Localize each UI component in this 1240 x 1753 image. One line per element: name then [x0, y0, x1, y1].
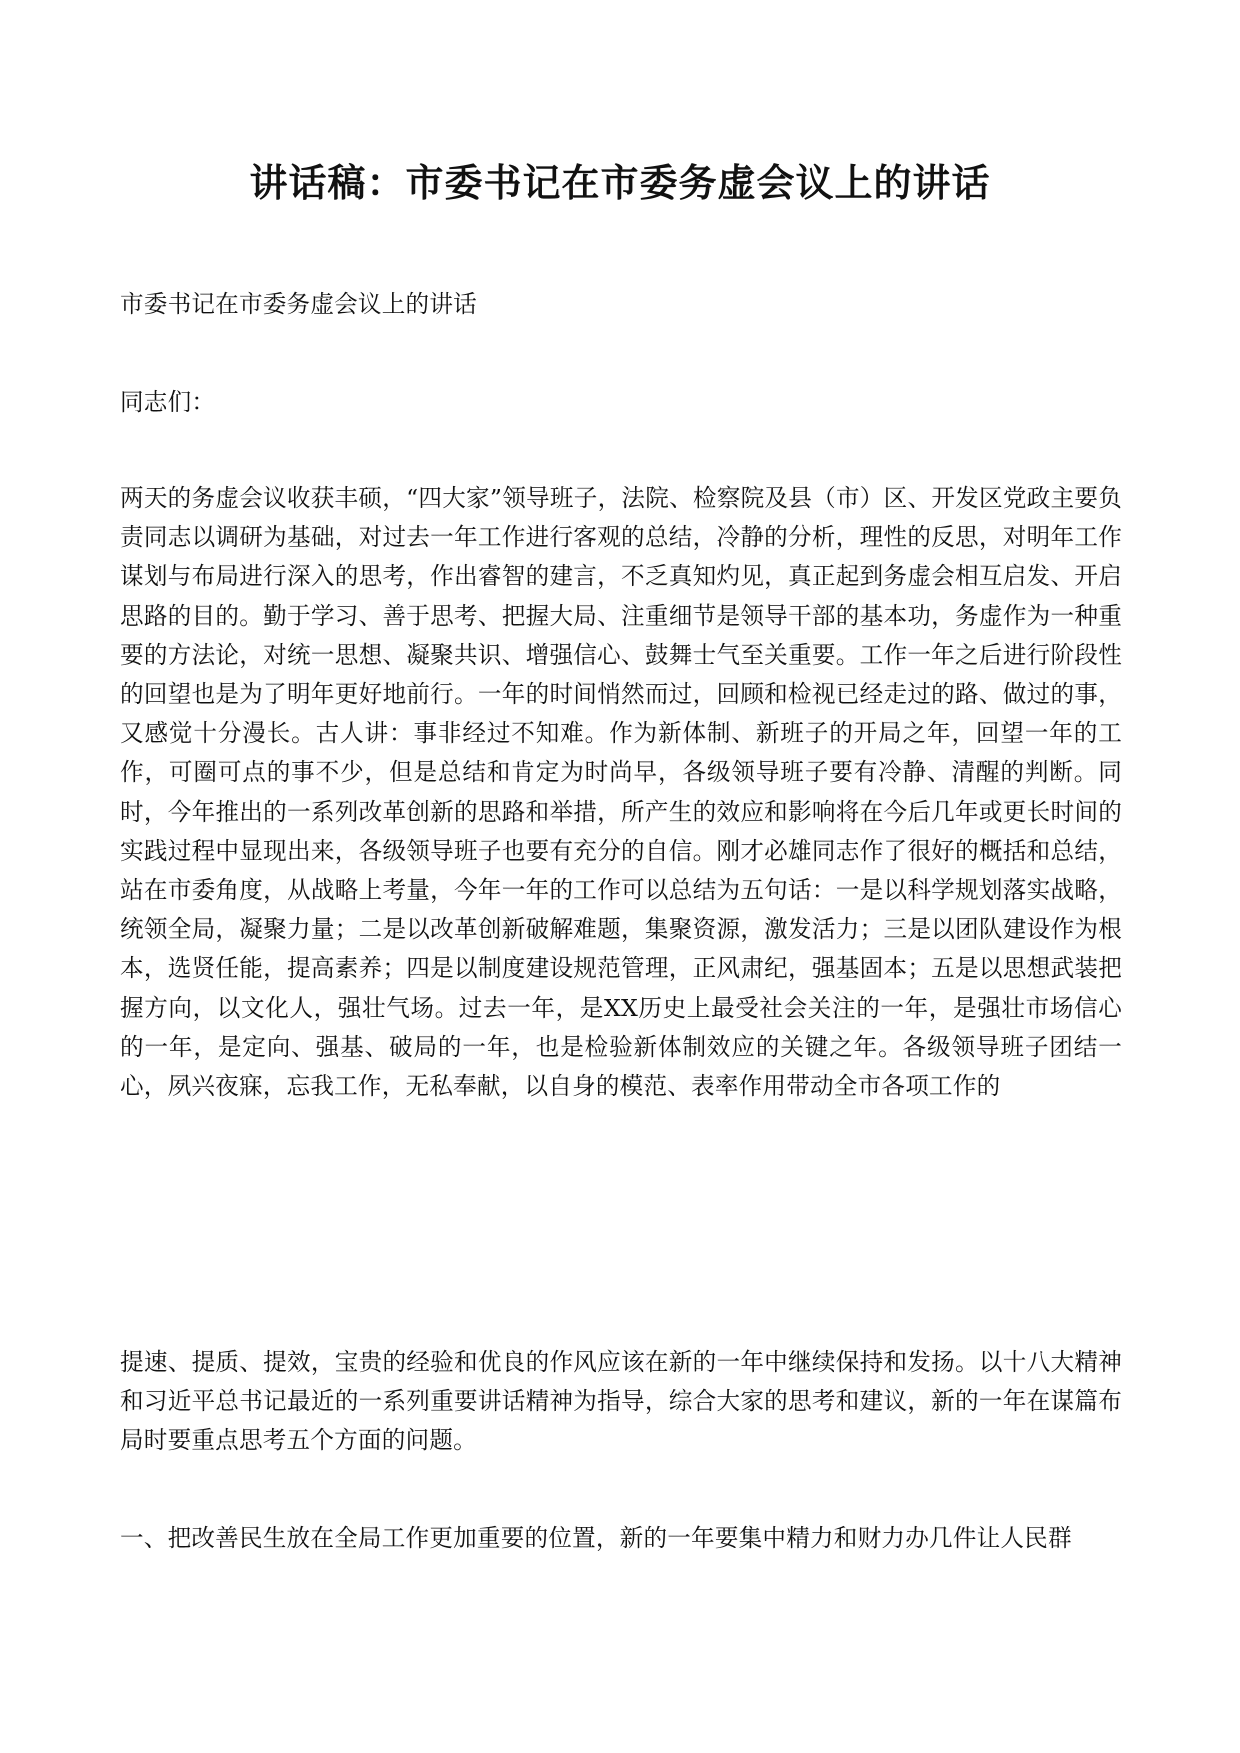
document-subtitle: 市委书记在市委务虚会议上的讲话 — [120, 290, 477, 318]
greeting: 同志们： — [120, 388, 216, 416]
paragraph: 提速、提质、提效，宝贵的经验和优良的作风应该在新的一年中继续保持和发扬。以十八大精神和习近平总书记最近的一系列重要讲话精神为指导，综合大家的思考和建议，新的一年在谋篇布局时要重点思考五个方面的问题。 — [120, 1348, 1122, 1455]
paragraph: 两天的务虚会议收获丰硕，“四大家”领导班子，法院、检察院及县（市）区、开发区党政主要负责同志以调研为基础，对过去一年工作进行客观的总结，冷静的分析，理性的反思，对明年工作谋划与布局进行深入的思考，作出睿智的建言，不乏真知灼见，真正起到务虚会相互启发、开启思路的目的。勤于学习、善于思考、把握大局、注重细节是领导干部的基本功，务虚作为一种重要的方法论，对统一思想、凝聚共识、增强信心、鼓舞士气至关重要。工作一年之后进行阶段性的回望也是为了明年更好地前行。一年的时间悄然而过，回顾和检视已经走过的路、做过的事，又感觉十分漫长。古人讲：事非经过不知难。作为新体制、新班子的开局之年，回望一年的工作，可圈可点的事不少，但是总结和肯定为时尚早，各级领导班子要有冷静、清醒的判断。同时，今年推出的一系列改革创新的思路和举措，所产生的效应和影响将在今后几年或更长时间的实践过程中显现出来，各级领导班子也要有充分的自信。刚才必雄同志作了很好的概括和总结，站在市委角度，从战略上考量，今年一年的工作可以总结为五句话：一是以科学规划落实战略，统领全局，凝聚力量；二是以改革创新破解难题，集聚资源，激发活力；三是以团队建设作为根本，选贤任能，提高素养；四是以制度建设规范管理，正风肃纪，强基固本；五是以思想武装把握方向，以文化人，强壮气场。过去一年，是XX历史上最受社会关注的一年，是强壮市场信心的一年，是定向、强基、破局的一年，也是检验新体制效应的关键之年。各级领导班子团结一心，夙兴夜寐，忘我工作，无私奉献，以自身的模范、表率作用带动全市各项工作的 — [120, 484, 1122, 1101]
document-title: 讲话稿：市委书记在市委务虚会议上的讲话 — [249, 161, 991, 205]
paragraph: 一、把改善民生放在全局工作更加重要的位置，新的一年要集中精力和财力办几件让人民群 — [120, 1524, 1072, 1552]
